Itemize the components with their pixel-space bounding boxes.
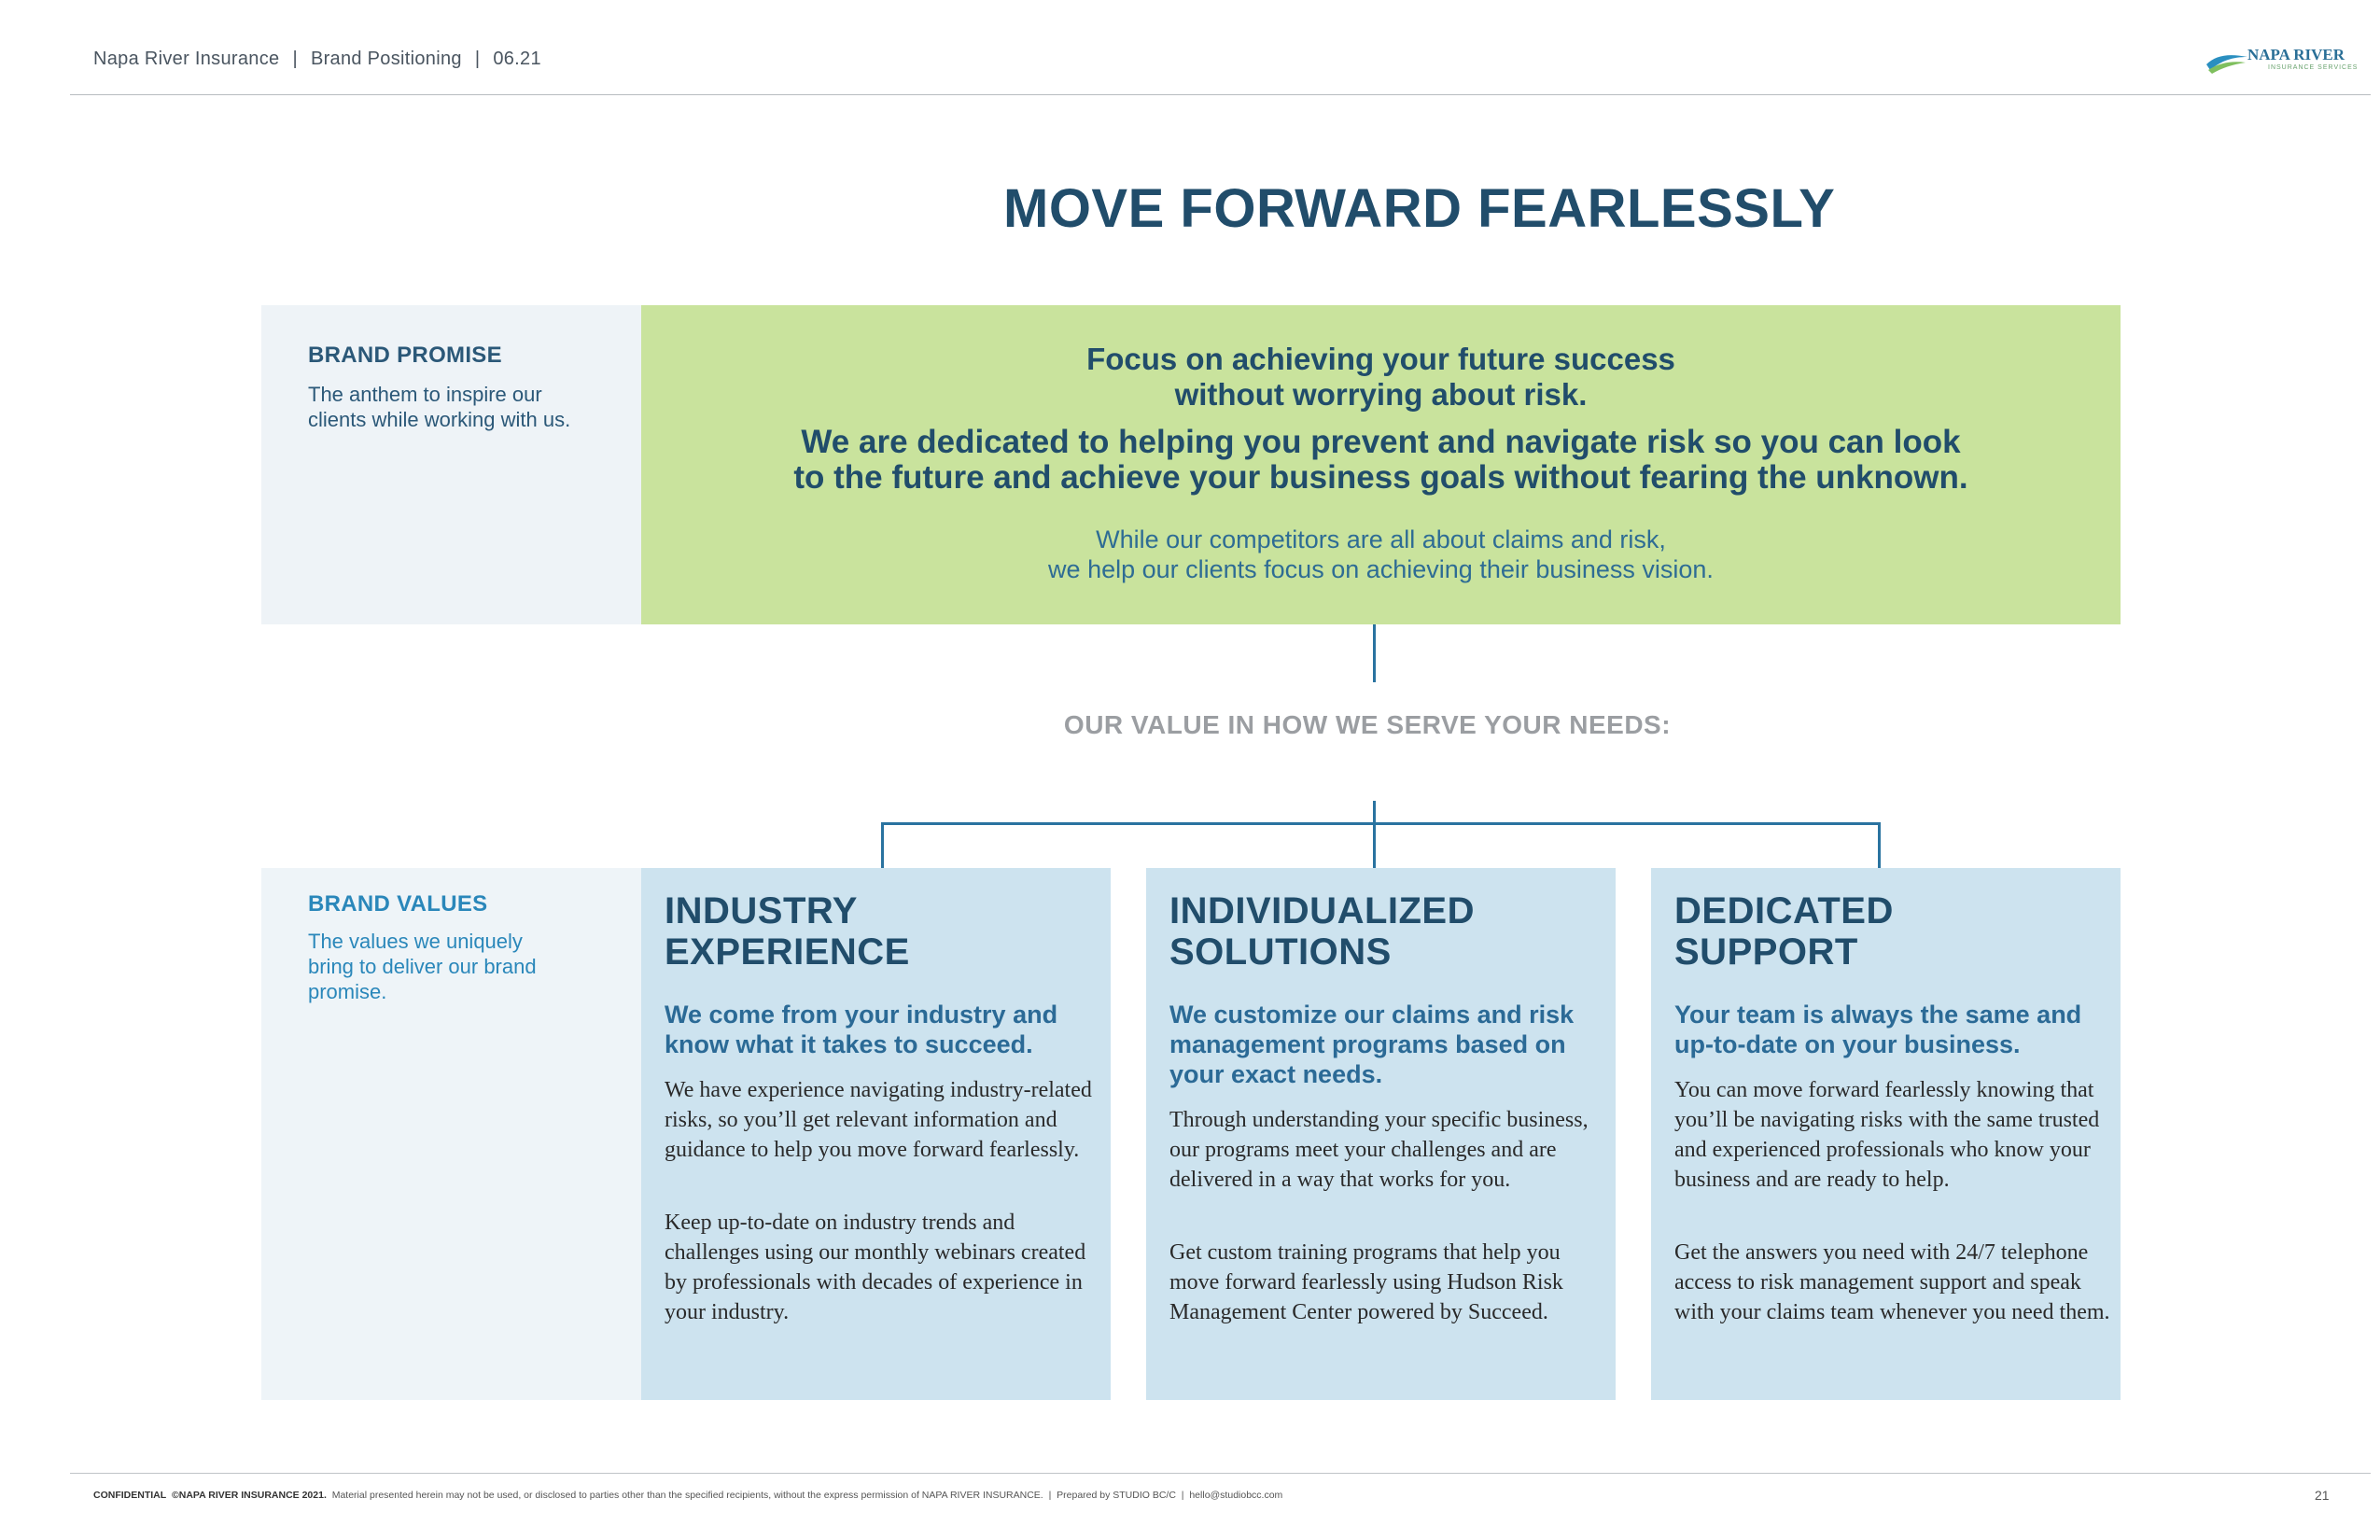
- napa-river-logo: [2205, 42, 2363, 79]
- values-connector-drop: [881, 822, 884, 868]
- brand-promise-content: [641, 0, 2121, 653]
- value-heading: OUR VALUE IN HOW WE SERVE YOUR NEEDS:: [1063, 710, 1672, 739]
- brand-values-description: The values we uniquely bring to deliver our brand promise.: [308, 930, 537, 1003]
- values-connector-bar: [881, 822, 1881, 825]
- value-card-subtitle: We customize our claims and risk management programs based on your exact needs.: [1169, 1001, 1575, 1088]
- promise-commitment: [641, 425, 2121, 496]
- header-separator: |: [292, 49, 298, 69]
- value-card-paragraph: We have experience navigating industry-related risks, so you’ll get relevant information and guidance to help you move forward fearlessly.: [665, 1078, 1092, 1162]
- footer-email[interactable]: hello@studiobcc.com: [1189, 1490, 1283, 1501]
- river-swoosh-icon: [2205, 42, 2251, 76]
- header-separator: |: [474, 49, 481, 69]
- value-card-title: [665, 890, 910, 973]
- promise-contrast: [641, 525, 2121, 584]
- page-number: 21: [2315, 1488, 2330, 1503]
- promise-statement-line: without worrying about risk.: [1174, 377, 1588, 412]
- value-card-paragraph: Through understanding your specific business, our programs meet your challenges and are delivered in a way that works for you.: [1169, 1108, 1589, 1192]
- value-card-title-line: EXPERIENCE: [665, 931, 910, 973]
- promise-contrast-line: we help our clients focus on achieving their business vision.: [1048, 555, 1714, 583]
- promise-commitment-line: to the future and achieve your business goals without fearing the unknown.: [793, 459, 1968, 496]
- value-card-industry-experience: [641, 868, 1111, 1400]
- footer-divider: [70, 1473, 2371, 1474]
- promise-connector-line: [1373, 624, 1376, 682]
- header-section: Brand Positioning: [310, 49, 462, 69]
- promise-statement: [641, 342, 2121, 413]
- promise-commitment-line: We are dedicated to helping you prevent and navigate risk so you can look: [801, 424, 1961, 460]
- values-connector-drop: [1878, 822, 1881, 868]
- value-card-subtitle: We come from your industry and know what it takes to succeed.: [665, 1001, 1058, 1058]
- value-card-title-line: INDIVIDUALIZED: [1169, 890, 1475, 931]
- brand-promise-heading: BRAND PROMISE: [308, 343, 502, 368]
- promise-contrast-line: While our competitors are all about claims and risk,: [1096, 525, 1666, 553]
- header-date: 06.21: [493, 49, 541, 69]
- footer-copyright: ©NAPA RIVER INSURANCE 2021.: [172, 1490, 327, 1501]
- logo-wordmark: NAPA RIVER: [2247, 46, 2345, 63]
- value-card-title: [1169, 890, 1475, 973]
- value-card-paragraph: You can move forward fearlessly knowing that you’ll be navigating risks with the same trusted and experienced professionals who know your business and are ready to help.: [1674, 1078, 2100, 1192]
- brand-values-heading: BRAND VALUES: [308, 891, 488, 917]
- value-card-individualized-solutions: [1146, 868, 1616, 1400]
- footer-disclaimer: CONFIDENTIAL ©NAPA RIVER INSURANCE 2021. Material presented herein may not be used, or disclosed to parties other than the specified recipients, without the express permission of NAPA RIVER INSURANCE. | Prepared by STUDIO BC/C | hello@studiobcc.com: [93, 1490, 1283, 1501]
- values-connector-drop: [1373, 822, 1376, 868]
- value-card-paragraph: Keep up-to-date on industry trends and challenges using our monthly webinars created by professionals with decades of experience in your industry.: [665, 1211, 1086, 1324]
- footer-prepared-by: Prepared by STUDIO BC/C: [1057, 1490, 1176, 1501]
- value-card-subtitle: Your team is always the same and up-to-date on your business.: [1674, 1001, 2082, 1058]
- value-card-paragraph: Get the answers you need with 24/7 telephone access to risk management support and speak with your claims team whenever you need them.: [1674, 1240, 2110, 1324]
- logo-tagline: INSURANCE SERVICES: [2268, 64, 2359, 71]
- value-card-paragraph: Get custom training programs that help you move forward fearlessly using Hudson Risk Management Center powered by Succeed.: [1169, 1240, 1563, 1324]
- brand-promise-description: The anthem to inspire our clients while working with us.: [308, 383, 571, 431]
- value-card-title-line: SUPPORT: [1674, 931, 1858, 973]
- header-company: Napa River Insurance: [93, 49, 280, 69]
- promise-statement-line: Focus on achieving your future success: [1086, 342, 1675, 376]
- footer-confidential: CONFIDENTIAL: [93, 1490, 167, 1501]
- value-card-title-line: SOLUTIONS: [1169, 931, 1392, 973]
- value-card-title: [1674, 890, 1894, 973]
- value-card-title-line: INDUSTRY: [665, 890, 858, 931]
- header-breadcrumb: [93, 49, 541, 70]
- value-card-title-line: DEDICATED: [1674, 890, 1894, 931]
- footer-notice: Material presented herein may not be used, or disclosed to parties other than the specified recipients, without the express permission of NAPA RIVER INSURANCE.: [331, 1490, 1043, 1501]
- page-title: MOVE FORWARD FEARLESSLY: [1003, 178, 1836, 239]
- value-card-dedicated-support: [1651, 868, 2121, 1400]
